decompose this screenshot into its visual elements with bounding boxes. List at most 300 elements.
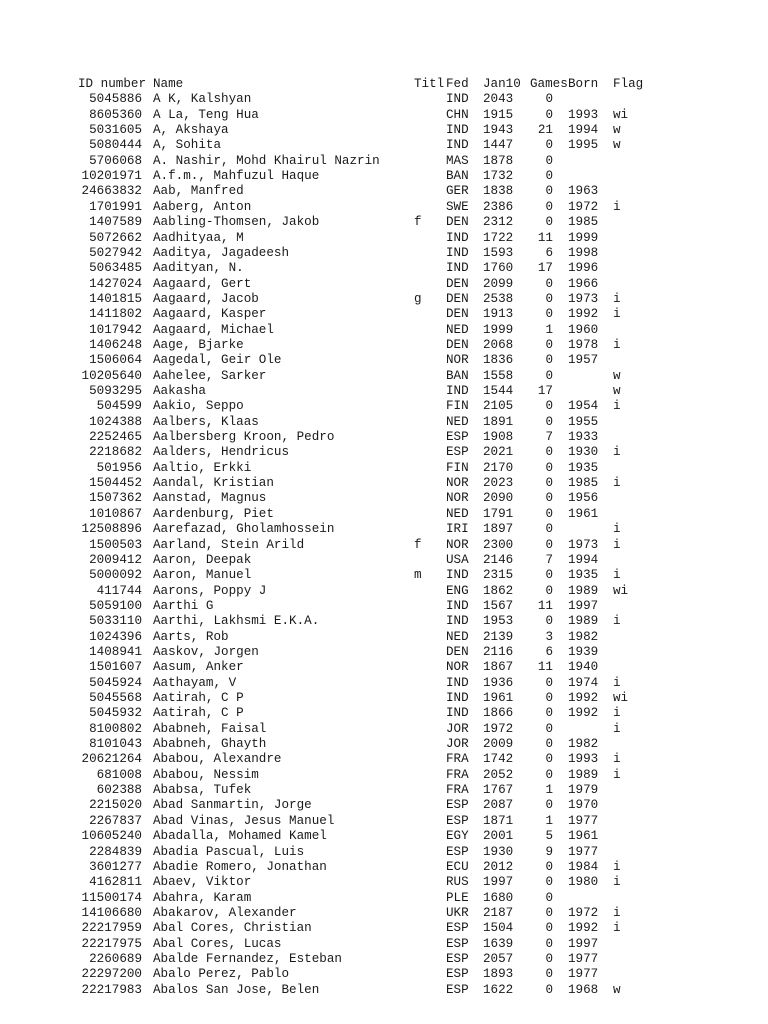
player-name: Abad Vinas, Jesus Manuel: [153, 813, 335, 828]
player-flag: w: [613, 384, 621, 398]
player-id: 22217975: [81, 936, 142, 951]
player-games: 0: [545, 921, 553, 936]
player-id: 1407589: [89, 215, 142, 230]
table-header: [0, 77, 644, 92]
player-name: Aalders, Hendricus: [153, 445, 290, 460]
player-federation: JOR: [446, 737, 469, 752]
player-games: 5: [545, 829, 553, 844]
player-flag: i: [613, 921, 621, 936]
player-name: Aarthi, Lakhsmi E.K.A.: [153, 614, 320, 629]
player-rating: 1893: [483, 967, 514, 982]
player-name: Aarefazad, Gholamhossein: [153, 522, 335, 537]
player-name: A K, Kalshyan: [153, 92, 252, 107]
player-name: Aatirah, C P: [153, 706, 244, 721]
player-born: 1989: [568, 767, 599, 782]
player-federation: MAS: [446, 153, 469, 168]
player-federation: FRA: [446, 767, 469, 782]
player-born: 1994: [568, 123, 599, 138]
player-games: 0: [545, 460, 553, 475]
player-born: 1982: [568, 629, 599, 644]
player-flag: i: [613, 614, 621, 629]
player-games: 0: [545, 353, 553, 368]
player-born: 1973: [568, 291, 599, 306]
player-rating: 1593: [483, 245, 514, 260]
player-rating: 1897: [483, 522, 514, 537]
player-born: 1973: [568, 537, 599, 552]
player-federation: IND: [446, 675, 469, 690]
player-born: 1933: [568, 430, 599, 445]
player-rating: 1972: [483, 721, 514, 736]
player-flag: i: [613, 675, 621, 690]
player-title: f: [414, 215, 422, 230]
player-games: 0: [545, 414, 553, 429]
player-rating: 2300: [483, 537, 514, 552]
player-federation: ESP: [446, 798, 469, 813]
player-born: 1997: [568, 598, 599, 613]
player-born: 1956: [568, 491, 599, 506]
player-federation: NOR: [446, 491, 469, 506]
player-id: 2267837: [89, 813, 142, 828]
player-name: Aakasha: [153, 384, 206, 398]
player-games: 1: [545, 322, 553, 337]
header-federation: Fed: [446, 77, 469, 91]
player-games: 11: [537, 660, 553, 675]
player-name: Aalbersberg Kroon, Pedro: [153, 430, 335, 445]
player-games: 11: [537, 598, 553, 613]
player-federation: USA: [446, 552, 469, 567]
player-born: 1995: [568, 138, 599, 153]
player-rating: 2105: [483, 399, 514, 414]
player-born: 1940: [568, 660, 599, 675]
player-games: 0: [545, 307, 553, 322]
player-born: 1992: [568, 307, 599, 322]
player-flag: i: [613, 721, 621, 736]
player-name: Abal Cores, Lucas: [153, 936, 282, 951]
player-id: 5045886: [89, 92, 142, 107]
player-federation: IND: [446, 598, 469, 613]
player-name: Aagaard, Kasper: [153, 307, 267, 322]
player-name: Aarthi G: [153, 598, 214, 613]
player-name: Ababou, Alexandre: [153, 752, 282, 767]
player-games: 0: [545, 583, 553, 598]
player-federation: NOR: [446, 353, 469, 368]
player-id: 1411802: [89, 307, 142, 322]
player-born: 1977: [568, 844, 599, 859]
player-id: 5059100: [89, 598, 142, 613]
player-rating: 1732: [483, 169, 514, 184]
player-games: 0: [545, 199, 553, 214]
player-id: 3601277: [89, 859, 142, 874]
player-name: Abadia Pascual, Luis: [153, 844, 305, 859]
player-rating: 1862: [483, 583, 514, 598]
player-born: 1935: [568, 460, 599, 475]
player-rating: 2146: [483, 552, 514, 567]
player-name: Abakarov, Alexander: [153, 905, 297, 920]
player-name: Aarland, Stein Arild: [153, 537, 305, 552]
player-rating: 1567: [483, 598, 514, 613]
player-federation: DEN: [446, 215, 469, 230]
player-id: 1501607: [89, 660, 142, 675]
player-rating: 2170: [483, 460, 514, 475]
player-id: 1504452: [89, 476, 142, 491]
player-born: 1930: [568, 445, 599, 460]
player-rating: 2099: [483, 276, 514, 291]
header-games: Games: [530, 77, 568, 91]
player-name: Aandal, Kristian: [153, 476, 274, 491]
player-games: 0: [545, 706, 553, 721]
player-rating: 2315: [483, 568, 514, 583]
player-born: 1972: [568, 199, 599, 214]
player-id: 411744: [96, 583, 142, 598]
player-name: Aathayam, V: [153, 675, 237, 690]
player-federation: IND: [446, 691, 469, 705]
player-federation: IND: [446, 706, 469, 721]
player-rating: 1680: [483, 890, 514, 905]
player-name: Ababou, Nessim: [153, 767, 259, 782]
player-id: 602388: [96, 783, 142, 798]
player-rating: 1871: [483, 813, 514, 828]
player-name: Aadhityaa, M: [153, 230, 244, 245]
player-games: 0: [545, 875, 553, 890]
player-flag: i: [613, 337, 621, 352]
player-id: 5045568: [89, 691, 142, 705]
player-title: m: [414, 568, 422, 583]
player-id: 5063485: [89, 261, 142, 276]
player-games: 0: [545, 291, 553, 306]
player-federation: ESP: [446, 951, 469, 966]
player-federation: ENG: [446, 583, 469, 598]
player-federation: FRA: [446, 752, 469, 767]
player-id: 12508896: [81, 522, 142, 537]
player-name: Aaberg, Anton: [153, 199, 252, 214]
player-games: 0: [545, 184, 553, 199]
player-id: 10201971: [81, 169, 142, 184]
player-rating: 1639: [483, 936, 514, 951]
player-rating: 1622: [483, 982, 514, 997]
player-flag: w: [613, 138, 621, 153]
player-name: Abalde Fernandez, Esteban: [153, 951, 342, 966]
player-rating: 1915: [483, 107, 514, 122]
player-name: A La, Teng Hua: [153, 107, 259, 122]
player-name: Aalbers, Klaas: [153, 414, 259, 429]
player-flag: i: [613, 752, 621, 767]
player-name: Aakio, Seppo: [153, 399, 244, 414]
player-flag: i: [613, 199, 621, 214]
player-born: 1994: [568, 552, 599, 567]
player-born: 1985: [568, 215, 599, 230]
player-born: 1954: [568, 399, 599, 414]
player-games: 0: [545, 982, 553, 997]
player-federation: IND: [446, 614, 469, 629]
player-name: Abalo Perez, Pablo: [153, 967, 290, 982]
header-born: Born: [568, 77, 599, 91]
player-name: Ababneh, Ghayth: [153, 737, 267, 752]
player-name: A.f.m., Mahfuzul Haque: [153, 169, 320, 184]
player-federation: NOR: [446, 476, 469, 491]
player-name: Ababsa, Tufek: [153, 783, 252, 798]
player-games: 9: [545, 844, 553, 859]
player-rating: 2052: [483, 767, 514, 782]
player-games: 0: [545, 276, 553, 291]
player-federation: CHN: [446, 107, 469, 122]
player-id: 1506064: [89, 353, 142, 368]
player-federation: NOR: [446, 537, 469, 552]
player-federation: NED: [446, 322, 469, 337]
player-born: 1955: [568, 414, 599, 429]
player-born: 1978: [568, 337, 599, 352]
player-born: 1979: [568, 783, 599, 798]
player-federation: ECU: [446, 859, 469, 874]
player-born: 1989: [568, 583, 599, 598]
player-name: Aagaard, Gert: [153, 276, 252, 291]
player-id: 20621264: [81, 752, 142, 767]
player-id: 1024396: [89, 629, 142, 644]
player-id: 8100802: [89, 721, 142, 736]
player-name: Aahelee, Sarker: [153, 368, 267, 383]
player-games: 0: [545, 859, 553, 874]
player-born: 1977: [568, 813, 599, 828]
player-federation: BAN: [446, 169, 469, 184]
player-federation: DEN: [446, 337, 469, 352]
player-federation: IND: [446, 230, 469, 245]
player-id: 1701991: [89, 199, 142, 214]
player-born: 1999: [568, 230, 599, 245]
player-rating: 1544: [483, 384, 514, 398]
player-federation: ESP: [446, 844, 469, 859]
player-name: A, Sohita: [153, 138, 222, 153]
player-federation: ESP: [446, 982, 469, 997]
player-flag: i: [613, 291, 621, 306]
player-id: 5000092: [89, 568, 142, 583]
player-rating: 2116: [483, 644, 514, 659]
player-federation: FIN: [446, 460, 469, 475]
player-name: Ababneh, Faisal: [153, 721, 267, 736]
player-federation: NED: [446, 414, 469, 429]
player-federation: BAN: [446, 368, 469, 383]
player-title: f: [414, 537, 422, 552]
player-id: 2009412: [89, 552, 142, 567]
player-name: Aatirah, C P: [153, 691, 244, 705]
player-name: Aanstad, Magnus: [153, 491, 267, 506]
player-flag: i: [613, 399, 621, 414]
player-federation: IRI: [446, 522, 469, 537]
player-name: Abal Cores, Christian: [153, 921, 312, 936]
header-rating: Jan10: [483, 77, 521, 91]
player-games: 0: [545, 215, 553, 230]
header-flag: Flag: [613, 77, 644, 91]
player-rating: 1997: [483, 875, 514, 890]
player-games: 0: [545, 491, 553, 506]
player-games: 0: [545, 138, 553, 153]
player-federation: SWE: [446, 199, 469, 214]
player-rating: 1767: [483, 783, 514, 798]
player-games: 0: [545, 951, 553, 966]
player-flag: i: [613, 445, 621, 460]
player-id: 1427024: [89, 276, 142, 291]
player-flag: i: [613, 859, 621, 874]
player-rating: 1838: [483, 184, 514, 199]
player-name: Abalos San Jose, Belen: [153, 982, 320, 997]
player-federation: ESP: [446, 445, 469, 460]
player-rating: 1836: [483, 353, 514, 368]
player-rating: 1878: [483, 153, 514, 168]
header-title: Titl: [414, 77, 445, 91]
player-federation: DEN: [446, 276, 469, 291]
player-name: Aage, Bjarke: [153, 337, 244, 352]
player-flag: wi: [613, 107, 629, 122]
player-id: 24663832: [81, 184, 142, 199]
player-rating: 2023: [483, 476, 514, 491]
player-born: 1998: [568, 245, 599, 260]
player-id: 22217959: [81, 921, 142, 936]
player-rating: 1742: [483, 752, 514, 767]
player-federation: IND: [446, 92, 469, 107]
player-federation: IND: [446, 245, 469, 260]
player-federation: NED: [446, 629, 469, 644]
player-games: 0: [545, 368, 553, 383]
player-name: Abahra, Karam: [153, 890, 252, 905]
player-federation: FIN: [446, 399, 469, 414]
player-federation: UKR: [446, 905, 469, 920]
player-rating: 1722: [483, 230, 514, 245]
player-federation: DEN: [446, 644, 469, 659]
player-games: 0: [545, 92, 553, 107]
player-born: 1939: [568, 644, 599, 659]
player-federation: FRA: [446, 783, 469, 798]
player-rating: 2139: [483, 629, 514, 644]
player-name: Aab, Manfred: [153, 184, 244, 199]
player-federation: RUS: [446, 875, 469, 890]
player-name: Aagaard, Michael: [153, 322, 274, 337]
player-id: 2260689: [89, 951, 142, 966]
player-rating: 1953: [483, 614, 514, 629]
player-federation: IND: [446, 138, 469, 153]
player-id: 501956: [96, 460, 142, 475]
player-born: 1977: [568, 951, 599, 966]
player-games: 3: [545, 629, 553, 644]
player-id: 1507362: [89, 491, 142, 506]
player-born: 1972: [568, 905, 599, 920]
player-born: 1960: [568, 322, 599, 337]
player-rating: 1999: [483, 322, 514, 337]
player-rating: 2087: [483, 798, 514, 813]
player-rating: 1961: [483, 691, 514, 705]
player-id: 1401815: [89, 291, 142, 306]
player-rating: 1558: [483, 368, 514, 383]
player-rating: 1891: [483, 414, 514, 429]
player-rating: 1913: [483, 307, 514, 322]
player-born: 1996: [568, 261, 599, 276]
player-games: 0: [545, 337, 553, 352]
player-id: 2284839: [89, 844, 142, 859]
player-id: 1024388: [89, 414, 142, 429]
player-games: 0: [545, 537, 553, 552]
header-id: ID number: [78, 77, 147, 91]
player-federation: PLE: [446, 890, 469, 905]
player-id: 5093295: [89, 384, 142, 398]
player-born: 1970: [568, 798, 599, 813]
player-name: Aaskov, Jorgen: [153, 644, 259, 659]
player-born: 1993: [568, 107, 599, 122]
player-rating: 2057: [483, 951, 514, 966]
player-rating: 2538: [483, 291, 514, 306]
player-born: 1980: [568, 875, 599, 890]
player-federation: ESP: [446, 936, 469, 951]
player-flag: w: [613, 123, 621, 138]
player-federation: NED: [446, 506, 469, 521]
player-games: 0: [545, 614, 553, 629]
player-name: Aaron, Manuel: [153, 568, 252, 583]
player-name: Aasum, Anker: [153, 660, 244, 675]
player-name: Aagaard, Jacob: [153, 291, 259, 306]
player-flag: i: [613, 476, 621, 491]
player-rating: 1930: [483, 844, 514, 859]
player-id: 5031605: [89, 123, 142, 138]
player-born: 1974: [568, 675, 599, 690]
player-born: 1963: [568, 184, 599, 199]
player-id: 22217983: [81, 982, 142, 997]
player-born: 1966: [568, 276, 599, 291]
player-rating: 2043: [483, 92, 514, 107]
player-id: 2252465: [89, 430, 142, 445]
player-id: 1408941: [89, 644, 142, 659]
player-federation: IND: [446, 568, 469, 583]
player-rating: 2001: [483, 829, 514, 844]
player-games: 1: [545, 813, 553, 828]
player-name: Aaditya, Jagadeesh: [153, 245, 290, 260]
player-rating: 2021: [483, 445, 514, 460]
player-name: Abad Sanmartin, Jorge: [153, 798, 312, 813]
player-born: 1935: [568, 568, 599, 583]
player-id: 5027942: [89, 245, 142, 260]
player-games: 0: [545, 767, 553, 782]
player-name: Abadalla, Mohamed Kamel: [153, 829, 327, 844]
player-games: 0: [545, 936, 553, 951]
player-id: 5045932: [89, 706, 142, 721]
player-id: 2218682: [89, 445, 142, 460]
player-rating: 2090: [483, 491, 514, 506]
player-born: 1992: [568, 691, 599, 705]
player-federation: IND: [446, 123, 469, 138]
player-id: 1500503: [89, 537, 142, 552]
player-flag: i: [613, 568, 621, 583]
player-games: 0: [545, 691, 553, 705]
player-flag: i: [613, 307, 621, 322]
player-id: 504599: [96, 399, 142, 414]
player-federation: DEN: [446, 307, 469, 322]
player-flag: i: [613, 522, 621, 537]
player-born: 1992: [568, 921, 599, 936]
player-rating: 2386: [483, 199, 514, 214]
player-games: 17: [537, 261, 553, 276]
player-rating: 1791: [483, 506, 514, 521]
player-games: 7: [545, 430, 553, 445]
player-id: 5706068: [89, 153, 142, 168]
player-id: 10205640: [81, 368, 142, 383]
player-born: 1992: [568, 706, 599, 721]
player-id: 1406248: [89, 337, 142, 352]
player-rating: 1760: [483, 261, 514, 276]
player-games: 0: [545, 890, 553, 905]
player-games: 0: [545, 522, 553, 537]
player-name: Aarons, Poppy J: [153, 583, 267, 598]
player-games: 0: [545, 967, 553, 982]
player-federation: IND: [446, 261, 469, 276]
player-games: 0: [545, 675, 553, 690]
player-games: 17: [537, 384, 553, 398]
player-id: 5080444: [89, 138, 142, 153]
player-rating: 2009: [483, 737, 514, 752]
